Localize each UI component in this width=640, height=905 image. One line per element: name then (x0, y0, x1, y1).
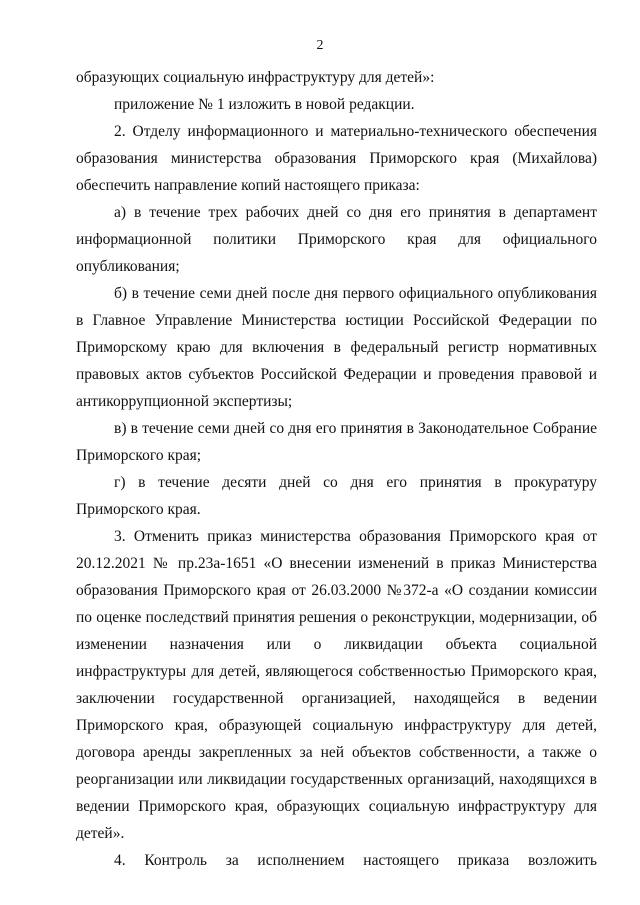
paragraph-item-4: 4. Контроль за исполнением настоящего приказа возложить (114, 852, 597, 869)
paragraph-continuation: образующих социальную инфраструктуру для детей»: (76, 69, 435, 86)
paragraph-item-2v: в) в течение семи дней со дня его принятия в Законодательное Собрание Приморского края; (76, 420, 597, 464)
paragraph-appendix-1: приложение № 1 изложить в новой редакции. (114, 96, 415, 113)
paragraph-item-3: 3. Отменить приказ министерства образования Приморского края от 20.12.2021 № пр.23а-1651 «О внесении изменений в приказ Министерства образования Приморского края от 26.03.2000 №372-а «О создании комиссии по оценке последствий принятия решения о реконструкции, модернизации, об изменении назначения или о ликвидации объекта социальной инфраструктуры для детей, являющегося собственностью Приморского края, заключении государственной организацией, находящейся в ведении Приморского края, образующей социальную инфраструктуру для детей, договора аренды закрепленных за ней объектов собственности, а также о реорганизации или ликвидации государственных организаций, находящихся в ведении Приморского края, образующих социальную инфраструктуру для детей». (76, 528, 597, 842)
paragraph-item-2a: а) в течение трех рабочих дней со дня его принятия в департамент информационной политики Приморского края для официального опубликования; (76, 204, 597, 275)
document-body (76, 64, 597, 874)
paragraph-item-2g: г) в течение десяти дней со дня его принятия в прокуратуру Приморского края. (76, 474, 597, 518)
paragraph-item-2: 2. Отделу информационного и материально-технического обеспечения образования министерства образования Приморского края (Михайлова) обеспечить направление копий настоящего приказа: (76, 123, 597, 194)
paragraph-item-2b: б) в течение семи дней после дня первого официального опубликования в Главное Управление Министерства юстиции Российской Федерации по Приморскому краю для включения в федеральный регистр нормативных правовых актов субъектов Российской Федерации и проведения правовой и антикоррупционной экспертизы; (76, 285, 597, 410)
page-number: 2 (316, 38, 324, 53)
